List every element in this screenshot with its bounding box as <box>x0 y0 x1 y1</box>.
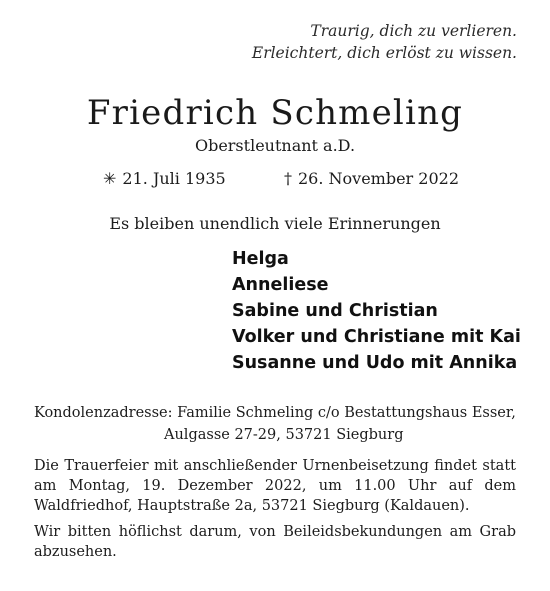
birth-date: 21. Juli 1935 <box>122 169 226 188</box>
address-line-1: Kondolenzadresse: Familie Schmeling c/o Bestattungshaus Esser, <box>34 405 516 421</box>
death-date: 26. November 2022 <box>298 169 460 188</box>
birth-date-group <box>103 169 226 189</box>
deceased-name: Friedrich Schmeling <box>86 93 464 133</box>
birth-star-icon: ✳ <box>103 169 117 188</box>
motto-line-2: Erleichtert, dich erlöst zu wissen. <box>251 44 517 62</box>
death-cross-icon: † <box>284 169 292 188</box>
family-member: Susanne und Udo mit Annika <box>232 353 518 373</box>
address-line-2: Aulgasse 27-29, 53721 Siegburg <box>164 427 404 443</box>
motto-line-1: Traurig, dich zu verlieren. <box>310 22 517 40</box>
family-list <box>232 246 521 376</box>
condolence-request: Wir bitten höflichst darum, von Beileidsbekundungen am Grab abzusehen. <box>34 524 516 560</box>
family-member: Volker und Christiane mit Kai <box>232 327 521 347</box>
family-member: Helga <box>232 249 289 269</box>
deceased-rank: Oberstleutnant a.D. <box>194 136 356 155</box>
motto <box>252 20 517 64</box>
condolence-address <box>34 402 516 446</box>
death-date-group <box>284 169 459 189</box>
family-member: Anneliese <box>232 275 329 295</box>
memories-line: Es bleiben unendlich viele Erinnerungen <box>109 214 441 233</box>
ceremony-notice: Die Trauerfeier mit anschließender Urnenbeisetzung findet statt am Montag, 19. Dezember 2022, um 11.00 Uhr auf dem Waldfriedhof, Hauptstraße 2a, 53721 Siegburg (Kaldauen). <box>34 458 516 514</box>
family-member: Sabine und Christian <box>232 301 438 321</box>
